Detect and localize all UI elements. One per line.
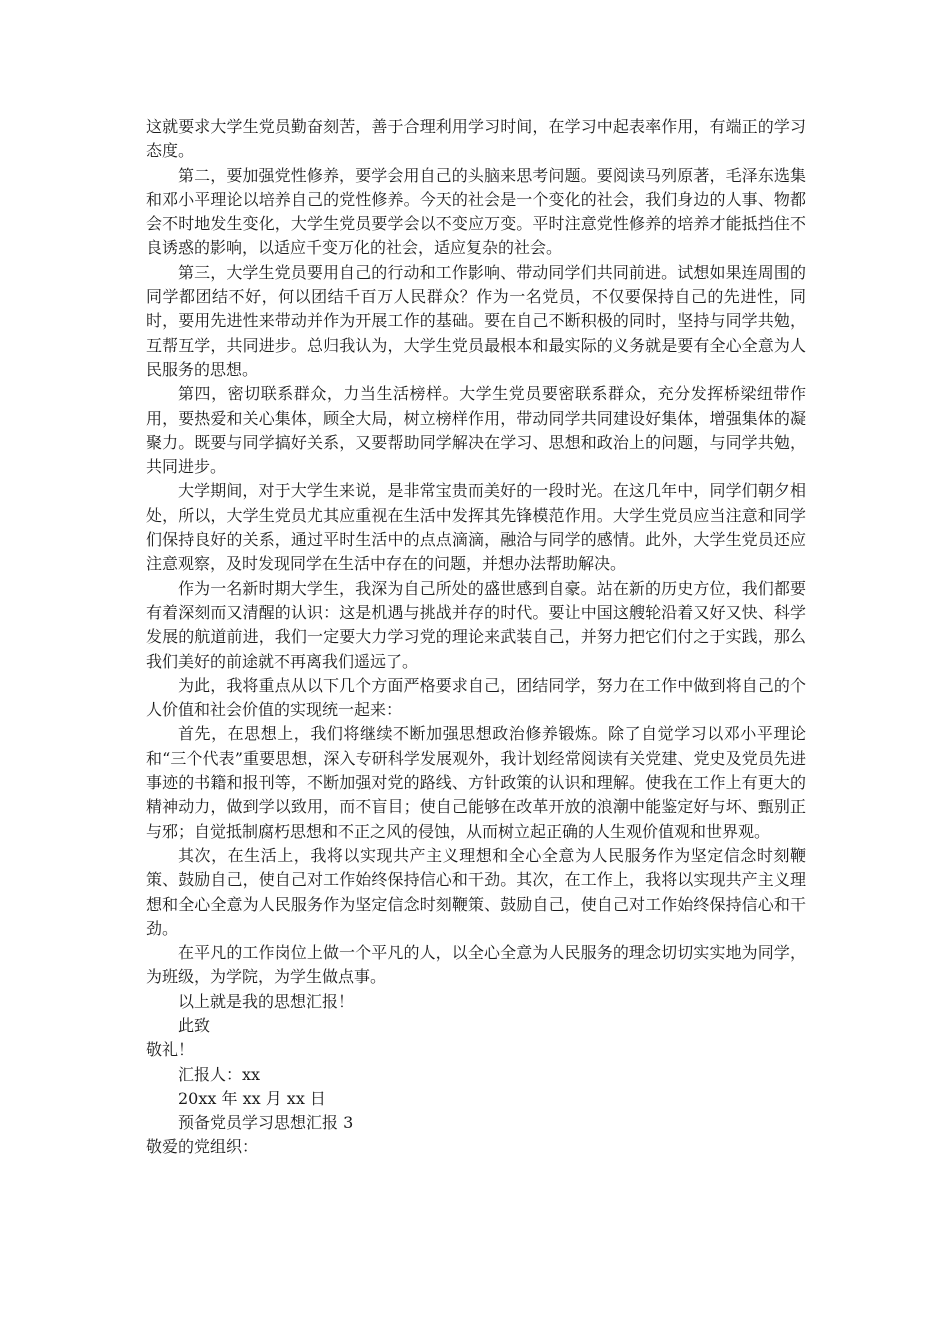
paragraph-7: 为此，我将重点从以下几个方面严格要求自己，团结同学，努力在工作中做到将自己的个人价值和社会价值的实现统一起来： [146, 675, 806, 720]
paragraph-2: 第二，要加强党性修养，要学会用自己的头脑来思考问题。要阅读马列原著，毛泽东选集和邓小平理论以培养自己的党性修养。今天的社会是一个变化的社会，我们身边的人事、物都会不时地发生变化，大学生党员要学会以不变应万变。平时注意党性修养的培养才能抵挡住不良诱惑的影响，以适应千变万化的社会，适应复杂的社会。 [146, 165, 806, 258]
paragraph-6: 作为一名新时期大学生，我深为自己所处的盛世感到自豪。站在新的历史方位，我们都要有着深刻而又清醒的认识：这是机遇与挑战并存的时代。要让中国这艘轮沿着又好又快、科学发展的航道前进，我们一定要大力学习党的理论来武装自己，并努力把它们付之于实践，那么我们美好的前途就不再离我们遥远了。 [146, 578, 806, 671]
paragraph-4: 第四，密切联系群众，力当生活榜样。大学生党员要密联系群众，充分发挥桥梁纽带作用，要热爱和关心集体，顾全大局，树立榜样作用，带动同学共同建设好集体，增强集体的凝聚力。既要与同学搞好关系，又要帮助同学解决在学习、思想和政治上的问题，与同学共勉，共同进步。 [146, 384, 806, 477]
report-date: 20xx 年 xx 月 xx 日 [178, 1088, 326, 1108]
paragraph-8: 首先，在思想上，我们将继续不断加强思想政治修养锻炼。除了自觉学习以邓小平理论和“三个代表”重要思想，深入专研科学发展观外，我计划经常阅读有关党建、党史及党员先进事迹的书籍和报刊等，不断加强对党的路线、方针政策的认识和理解。使我在工作上有更大的精神动力，做到学以致用，而不盲目；使自己能够在改革开放的浪潮中能鉴定好与坏、甄别正与邪；自觉抵制腐朽思想和不正之风的侵蚀，从而树立起正确的人生观价值观和世界观。 [146, 724, 806, 841]
salutation-cizhi: 此致 [178, 1015, 211, 1035]
paragraph-3: 第三，大学生党员要用自己的行动和工作影响、带动同学们共同前进。试想如果连周围的同学都团结不好，何以团结千百万人民群众？作为一名党员，不仅要保持自己的先进性，同时，要用先进性来带动并作为开展工作的基础。要在自己不断积极的同时，坚持与同学共勉，互帮互学，共同进步。总归我认为，大学生党员最根本和最实际的义务就是要有全心全意为人民服务的思想。 [146, 262, 806, 379]
paragraph-5: 大学期间，对于大学生来说，是非常宝贵而美好的一段时光。在这几年中，同学们朝夕相处，所以，大学生党员尤其应重视在生活中发挥其先锋模范作用。大学生党员应当注意和同学们保持良好的关系，通过平时生活中的点点滴滴，融洽与同学的感情。此外，大学生党员还应注意观察，及时发现同学在生活中存在的问题，并想办法帮助解决。 [146, 481, 806, 574]
salutation-jingli: 敬礼！ [146, 1040, 195, 1060]
greeting: 敬爱的党组织： [146, 1137, 259, 1157]
reporter-name: 汇报人：xx [178, 1064, 261, 1084]
closing-statement: 以上就是我的思想汇报！ [178, 991, 355, 1011]
paragraph-9: 其次，在生活上，我将以实现共产主义理想和全心全意为人民服务作为坚定信念时刻鞭策、鼓励自己，使自己对工作始终保持信心和干劲。其次，在工作上，我将以实现共产主义理想和全心全意为人民服务作为坚定信念时刻鞭策、鼓励自己，使自己对工作始终保持信心和干劲。 [146, 845, 806, 938]
section-heading: 预备党员学习思想汇报 3 [178, 1113, 354, 1133]
paragraph-10: 在平凡的工作岗位上做一个平凡的人，以全心全意为人民服务的理念切切实实地为同学，为班级，为学院，为学生做点事。 [146, 943, 806, 987]
paragraph-1: 这就要求大学生党员勤奋刻苦，善于合理利用学习时间，在学习中起表率作用，有端正的学习态度。 [146, 117, 806, 161]
document-body [146, 115, 806, 1160]
